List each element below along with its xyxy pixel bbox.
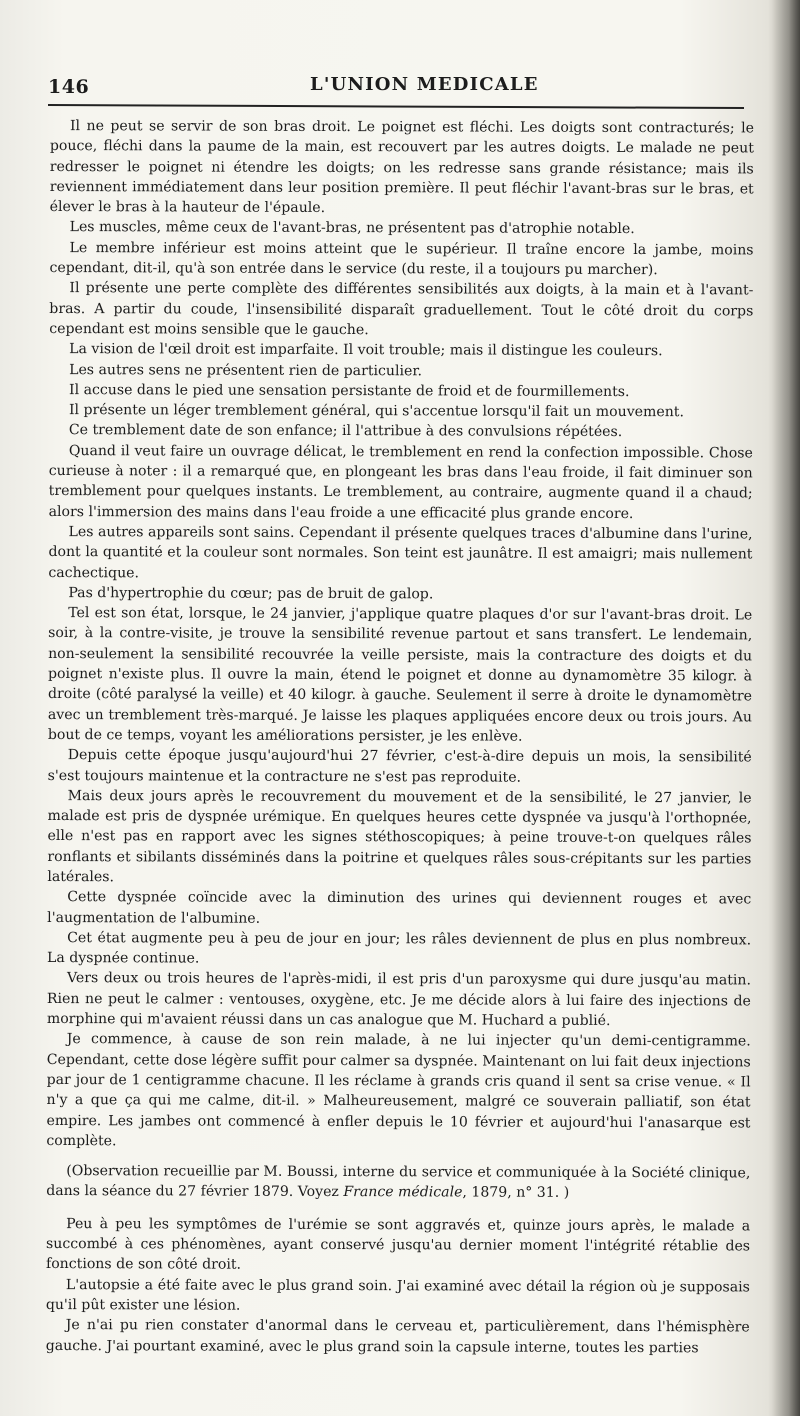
page-edge-shadow xyxy=(772,0,800,1416)
paragraph: Les autres sens ne présentent rien de particulier. xyxy=(69,361,423,379)
paragraph: Pas d'hypertrophie du cœur; pas de bruit de galop. xyxy=(68,584,434,603)
paragraph: Il présente une perte complète des différentes sensibilités aux doigts, à la main et à l'avant-bras. A partir du coude, l'insensibilité disparaît graduellement. Tout le côté droit du corps cependant est moins sensible que le gauche. xyxy=(49,280,754,339)
paragraph: Vers deux ou trois heures de l'après-midi, il est pris d'un paroxysme qui dure jusqu'au matin. Rien ne peut le calmer : ventouses, oxygène, etc. Je me décide alors à lui faire des injections de morphine qui m'avaient réussi dans un cas analogue que M. Huchard a publié. xyxy=(46,970,752,1030)
paragraph: Les muscles, même ceux de l'avant-bras, ne présentent pas d'atrophie notable. xyxy=(69,219,635,238)
paragraph: Cet état augmente peu à peu de jour en jour; les râles deviennent de plus en plus nombreux. La dyspnée continue. xyxy=(47,929,752,967)
observation-citation: , 1879, n° 31. ) xyxy=(462,1184,570,1202)
paragraph: Ce tremblement date de son enfance; il l'attribue à des convulsions répétées. xyxy=(68,422,623,441)
paragraph: Peu à peu les symptômes de l'urémie se sont aggravés et, quinze jours après, le malade a succombé à ces phénomènes, ayant conservé jusqu'au dernier moment l'intégrité rétablie des fonctions de son côté droit. xyxy=(45,1215,751,1274)
running-title: L'UNION MEDICALE xyxy=(310,74,539,95)
paragraph: Depuis cette époque jusqu'aujourd'hui 27 février, c'est-à-dire depuis un mois, la sensibilité s'est toujours maintenue et la contracture ne s'est pas reproduite. xyxy=(47,747,752,786)
paragraph: Quand il veut faire un ouvrage délicat, le tremblement en rend la confection impossible. Chose curieuse à noter : il a remarqué que, en plongeant les bras dans l'eau froide, il fait diminuer son tremblement pour quelques instants. Le tremblement, au contraire, augmente quand il a chaud; alors l'immersion des mains dans l'eau froide a une efficacité plus grande encore. xyxy=(48,442,753,522)
paragraph: Il présente un léger tremblement général, qui s'accentue lorsqu'il fait un mouvement. xyxy=(68,402,684,421)
journal-title: France médicale xyxy=(343,1184,463,1201)
body-text xyxy=(46,116,754,1358)
paragraph: Le membre inférieur est moins atteint que le supérieur. Il traîne encore la jambe, moins cependant, dit-il, qu'à son entrée dans le service (du reste, il a toujours pu marcher). xyxy=(49,239,754,279)
observation-note xyxy=(46,1161,750,1204)
paragraph: Les autres appareils sont sains. Cependant il présente quelques traces d'albumine dans l'urine, dont la quantité et la couleur sont normales. Son teint est jaunâtre. Il est amaigri; mais nullement cachectique. xyxy=(48,524,753,581)
paragraph: Mais deux jours après le recouvrement du mouvement et de la sensibilité, le 27 janvier, le malade est pris de dyspnée urémique. En quelques heures cette dyspnée va jusqu'à l'orthopnée, elle n'est pas en rapport avec les signes stéthoscopiques; à peine trouve-t-on quelques râles ronflants et sibilants disséminés dans la poitrine et quelques râles sous-crépitants sur les parties latérales. xyxy=(47,787,752,886)
paragraph: Tel est son état, lorsque, le 24 janvier, j'applique quatre plaques d'or sur l'avant-bras droit. Le soir, à la contre-visite, je trouve la sensibilité revenue partout et sans transfert. Le lendemain, non-seulement la sensibilité recouvrée la veille persiste, mais la contracture des doigts et du poignet n'existe plus. Il ouvre la main, étend le poignet et donne au dynamomètre 35 kilogr. à droite (côté paralysé la veille) et 40 kilogr. à gauche. Seulement il serre à droite le dynamomètre avec un tremblement très-marqué. Je laisse les plaques appliquées encore deux ou trois jours. Au bout de ce temps, voyant les améliorations persister, je les enlève. xyxy=(47,605,753,745)
paragraph: Je commence, à cause de son rein malade, à ne lui injecter qu'un demi-centigramme. Cependant, cette dose légère suffit pour calmer sa dyspnée. Maintenant on lui fait deux injections par jour de 1 centigramme chacune. Il les réclame à grands cris quand il sent sa crise venue. « Il n'y a que ça qui me calme, dit-il. » Malheureusement, malgré ce souverain palliatif, son état empire. Les jambes ont commencé à enfler depuis le 10 février et aujourd'hui l'anasarque est complète. xyxy=(46,1031,751,1150)
observation-text: (Observation recueillie par M. Boussi, interne du service et communiquée à la Société clinique, dans la séance du 27 février 1879. Voyez xyxy=(46,1163,751,1201)
paragraph: L'autopsie a été faite avec le plus grand soin. J'ai examiné avec détail la région où je supposais qu'il pût exister une lésion. xyxy=(45,1276,750,1314)
paragraph: Il ne peut se servir de son bras droit. Le poignet est fléchi. Les doigts sont contracturés; le pouce, fléchi dans la paume de la main, est recouvert par les autres doigts. Le malade ne peut redresser le poignet ni étendre les doigts; on les redresse sans grande résistance; mais ils reviennent immédiatement dans leur position première. Il peut fléchir l'avant-bras sur le bras, et élever le bras à la hauteur de l'épaule. xyxy=(49,118,754,217)
paragraph: Il accuse dans le pied une sensation persistante de froid et de fourmillements. xyxy=(69,381,630,400)
paragraph: La vision de l'œil droit est imparfaite. Il voit trouble; mais il distingue les couleurs. xyxy=(69,341,663,360)
page-number: 146 xyxy=(48,76,90,98)
paragraph: Cette dyspnée coïncide avec la diminution des urines qui deviennent rouges et avec l'augmentation de l'albumine. xyxy=(47,889,752,927)
page-header xyxy=(48,72,744,102)
paragraph: Je n'ai pu rien constater d'anormal dans le cerveau et, particulièrement, dans l'hémisphère gauche. J'ai pourtant examiné, avec le plus grand soin la capsule interne, toutes les parties xyxy=(45,1317,750,1356)
